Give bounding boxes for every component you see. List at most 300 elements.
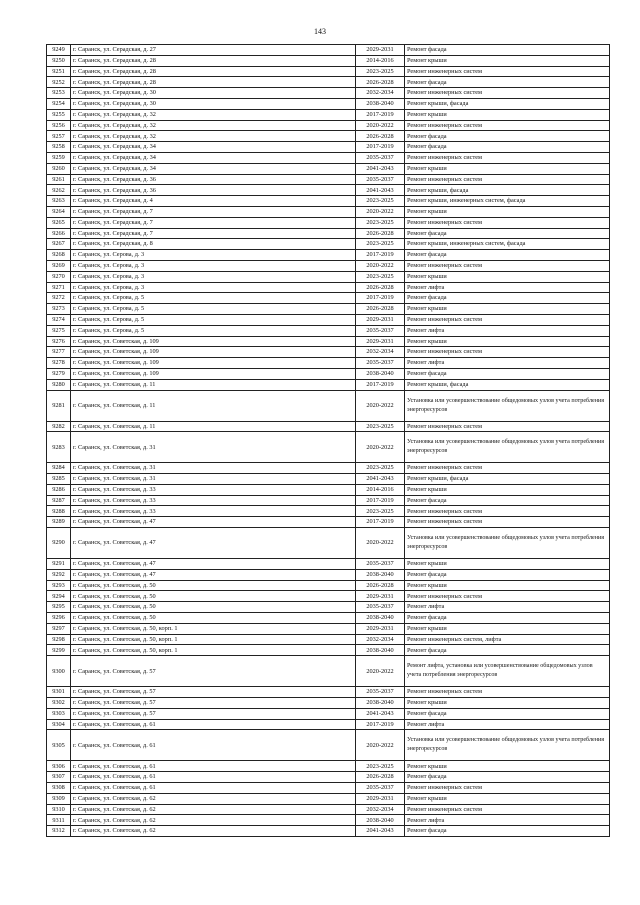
table-row xyxy=(47,591,610,602)
period-cell: 2035-2037 xyxy=(356,559,405,570)
table-row xyxy=(47,761,610,772)
work-type-cell: Ремонт фасада xyxy=(405,77,610,88)
period-cell: 2035-2037 xyxy=(356,687,405,698)
table-row xyxy=(47,793,610,804)
row-number: 9299 xyxy=(47,645,71,656)
table-row xyxy=(47,55,610,66)
address-cell: г. Саранск, ул. Серадская, д. 4 xyxy=(71,196,356,207)
table-row xyxy=(47,379,610,390)
table-row xyxy=(47,120,610,131)
period-cell: 2029-2031 xyxy=(356,45,405,56)
address-cell: г. Саранск, ул. Советская, д. 50 xyxy=(71,580,356,591)
address-cell: г. Саранск, ул. Советская, д. 62 xyxy=(71,815,356,826)
table-row xyxy=(47,260,610,271)
row-number: 9289 xyxy=(47,517,71,528)
table-row xyxy=(47,98,610,109)
work-type-cell: Установка или усовершенствование общедомовых узлов учета потребления энергоресурсов xyxy=(405,528,610,559)
address-cell: г. Саранск, ул. Советская, д. 50, корп. 1 xyxy=(71,623,356,634)
address-cell: г. Саранск, ул. Серова, д. 5 xyxy=(71,314,356,325)
table-row xyxy=(47,708,610,719)
table-row xyxy=(47,474,610,485)
address-cell: г. Саранск, ул. Серадская, д. 30 xyxy=(71,88,356,99)
period-cell: 2029-2031 xyxy=(356,336,405,347)
table-row xyxy=(47,730,610,761)
table-row xyxy=(47,66,610,77)
period-cell: 2032-2034 xyxy=(356,634,405,645)
work-type-cell: Ремонт крыши xyxy=(405,163,610,174)
table-row xyxy=(47,826,610,837)
work-type-cell: Ремонт фасада xyxy=(405,250,610,261)
table-row xyxy=(47,506,610,517)
period-cell: 2023-2025 xyxy=(356,421,405,432)
address-cell: г. Саранск, ул. Советская, д. 61 xyxy=(71,772,356,783)
row-number: 9264 xyxy=(47,206,71,217)
work-type-cell: Ремонт лифта xyxy=(405,325,610,336)
work-type-cell: Ремонт инженерных систем, лифта xyxy=(405,634,610,645)
table-row xyxy=(47,517,610,528)
work-type-cell: Ремонт крыши xyxy=(405,55,610,66)
table-row xyxy=(47,634,610,645)
row-number: 9272 xyxy=(47,293,71,304)
work-type-cell: Ремонт лифта xyxy=(405,815,610,826)
period-cell: 2023-2025 xyxy=(356,271,405,282)
table-row xyxy=(47,314,610,325)
address-cell: г. Саранск, ул. Серадская, д. 30 xyxy=(71,98,356,109)
work-type-cell: Ремонт крыши xyxy=(405,761,610,772)
address-cell: г. Саранск, ул. Советская, д. 62 xyxy=(71,793,356,804)
row-number: 9312 xyxy=(47,826,71,837)
period-cell: 2017-2019 xyxy=(356,379,405,390)
period-cell: 2020-2022 xyxy=(356,390,405,421)
row-number: 9257 xyxy=(47,131,71,142)
row-number: 9260 xyxy=(47,163,71,174)
period-cell: 2041-2043 xyxy=(356,708,405,719)
address-cell: г. Саранск, ул. Советская, д. 57 xyxy=(71,687,356,698)
row-number: 9263 xyxy=(47,196,71,207)
work-type-cell: Ремонт инженерных систем xyxy=(405,804,610,815)
work-type-cell: Ремонт инженерных систем xyxy=(405,687,610,698)
table-row xyxy=(47,390,610,421)
address-cell: г. Саранск, ул. Советская, д. 109 xyxy=(71,358,356,369)
row-number: 9304 xyxy=(47,719,71,730)
work-type-cell: Ремонт инженерных систем xyxy=(405,783,610,794)
row-number: 9300 xyxy=(47,656,71,687)
address-cell: г. Саранск, ул. Советская, д. 50 xyxy=(71,591,356,602)
table-row xyxy=(47,336,610,347)
row-number: 9296 xyxy=(47,613,71,624)
row-number: 9303 xyxy=(47,708,71,719)
address-cell: г. Саранск, ул. Серадская, д. 8 xyxy=(71,239,356,250)
period-cell: 2023-2025 xyxy=(356,217,405,228)
work-type-cell: Установка или усовершенствование общедомовых узлов учета потребления энергоресурсов xyxy=(405,432,610,463)
period-cell: 2038-2040 xyxy=(356,698,405,709)
row-number: 9280 xyxy=(47,379,71,390)
work-type-cell: Ремонт инженерных систем xyxy=(405,421,610,432)
address-cell: г. Саранск, ул. Серадская, д. 7 xyxy=(71,217,356,228)
address-cell: г. Саранск, ул. Советская, д. 61 xyxy=(71,783,356,794)
address-cell: г. Саранск, ул. Серадская, д. 32 xyxy=(71,109,356,120)
row-number: 9287 xyxy=(47,495,71,506)
address-cell: г. Саранск, ул. Советская, д. 50, корп. 1 xyxy=(71,645,356,656)
table-row xyxy=(47,142,610,153)
row-number: 9281 xyxy=(47,390,71,421)
row-number: 9271 xyxy=(47,282,71,293)
row-number: 9250 xyxy=(47,55,71,66)
period-cell: 2038-2040 xyxy=(356,368,405,379)
work-type-cell: Ремонт фасада xyxy=(405,708,610,719)
period-cell: 2032-2034 xyxy=(356,347,405,358)
work-type-cell: Ремонт крыши, инженерных систем, фасада xyxy=(405,239,610,250)
row-number: 9278 xyxy=(47,358,71,369)
address-cell: г. Саранск, ул. Советская, д. 47 xyxy=(71,517,356,528)
period-cell: 2026-2028 xyxy=(356,131,405,142)
table-row xyxy=(47,613,610,624)
period-cell: 2017-2019 xyxy=(356,719,405,730)
work-type-cell: Ремонт крыши xyxy=(405,484,610,495)
work-type-cell: Ремонт крыши xyxy=(405,623,610,634)
row-number: 9308 xyxy=(47,783,71,794)
period-cell: 2023-2025 xyxy=(356,761,405,772)
row-number: 9274 xyxy=(47,314,71,325)
address-cell: г. Саранск, ул. Серадская, д. 7 xyxy=(71,206,356,217)
address-cell: г. Саранск, ул. Советская, д. 31 xyxy=(71,474,356,485)
work-type-cell: Ремонт лифта xyxy=(405,282,610,293)
row-number: 9302 xyxy=(47,698,71,709)
address-cell: г. Саранск, ул. Серадская, д. 34 xyxy=(71,152,356,163)
period-cell: 2041-2043 xyxy=(356,163,405,174)
table-row xyxy=(47,623,610,634)
period-cell: 2032-2034 xyxy=(356,88,405,99)
row-number: 9279 xyxy=(47,368,71,379)
address-cell: г. Саранск, ул. Советская, д. 50, корп. 1 xyxy=(71,634,356,645)
row-number: 9290 xyxy=(47,528,71,559)
table-row xyxy=(47,358,610,369)
work-type-cell: Ремонт инженерных систем xyxy=(405,314,610,325)
table-row xyxy=(47,645,610,656)
period-cell: 2020-2022 xyxy=(356,260,405,271)
row-number: 9311 xyxy=(47,815,71,826)
work-type-cell: Ремонт инженерных систем xyxy=(405,506,610,517)
period-cell: 2038-2040 xyxy=(356,613,405,624)
address-cell: г. Саранск, ул. Советская, д. 47 xyxy=(71,559,356,570)
row-number: 9284 xyxy=(47,463,71,474)
period-cell: 2041-2043 xyxy=(356,185,405,196)
period-cell: 2026-2028 xyxy=(356,228,405,239)
period-cell: 2029-2031 xyxy=(356,793,405,804)
work-type-cell: Ремонт крыши, фасада xyxy=(405,379,610,390)
row-number: 9294 xyxy=(47,591,71,602)
address-cell: г. Саранск, ул. Серадская, д. 34 xyxy=(71,142,356,153)
work-type-cell: Ремонт инженерных систем xyxy=(405,88,610,99)
address-cell: г. Саранск, ул. Советская, д. 109 xyxy=(71,336,356,347)
row-number: 9288 xyxy=(47,506,71,517)
table-row xyxy=(47,174,610,185)
work-type-cell: Ремонт фасада xyxy=(405,772,610,783)
row-number: 9267 xyxy=(47,239,71,250)
address-cell: г. Саранск, ул. Советская, д. 62 xyxy=(71,804,356,815)
work-type-cell: Установка или усовершенствование общедомовых узлов учета потребления энергоресурсов xyxy=(405,730,610,761)
work-type-cell: Ремонт фасада xyxy=(405,228,610,239)
address-cell: г. Саранск, ул. Серова, д. 3 xyxy=(71,282,356,293)
work-type-cell: Ремонт крыши xyxy=(405,793,610,804)
address-cell: г. Саранск, ул. Серова, д. 5 xyxy=(71,325,356,336)
row-number: 9283 xyxy=(47,432,71,463)
address-cell: г. Саранск, ул. Серадская, д. 27 xyxy=(71,45,356,56)
table-row xyxy=(47,217,610,228)
period-cell: 2035-2037 xyxy=(356,152,405,163)
address-cell: г. Саранск, ул. Советская, д. 11 xyxy=(71,390,356,421)
address-cell: г. Саранск, ул. Советская, д. 61 xyxy=(71,719,356,730)
address-cell: г. Саранск, ул. Советская, д. 11 xyxy=(71,421,356,432)
address-cell: г. Саранск, ул. Серова, д. 3 xyxy=(71,250,356,261)
table-row xyxy=(47,602,610,613)
table-row xyxy=(47,580,610,591)
table-row xyxy=(47,783,610,794)
period-cell: 2017-2019 xyxy=(356,109,405,120)
address-cell: г. Саранск, ул. Советская, д. 31 xyxy=(71,432,356,463)
row-number: 9268 xyxy=(47,250,71,261)
row-number: 9256 xyxy=(47,120,71,131)
work-type-cell: Установка или усовершенствование общедомовых узлов учета потребления энергоресурсов xyxy=(405,390,610,421)
work-type-cell: Ремонт инженерных систем xyxy=(405,66,610,77)
period-cell: 2041-2043 xyxy=(356,474,405,485)
period-cell: 2014-2016 xyxy=(356,484,405,495)
row-number: 9293 xyxy=(47,580,71,591)
address-cell: г. Саранск, ул. Серадская, д. 28 xyxy=(71,55,356,66)
work-type-cell: Ремонт фасада xyxy=(405,569,610,580)
work-type-cell: Ремонт крыши xyxy=(405,698,610,709)
address-cell: г. Саранск, ул. Советская, д. 50 xyxy=(71,602,356,613)
work-type-cell: Ремонт крыши xyxy=(405,559,610,570)
work-type-cell: Ремонт инженерных систем xyxy=(405,174,610,185)
row-number: 9265 xyxy=(47,217,71,228)
table-row xyxy=(47,368,610,379)
table-row xyxy=(47,528,610,559)
row-number: 9277 xyxy=(47,347,71,358)
work-type-cell: Ремонт лифта xyxy=(405,719,610,730)
table-row xyxy=(47,325,610,336)
row-number: 9305 xyxy=(47,730,71,761)
table-row xyxy=(47,484,610,495)
work-type-cell: Ремонт фасада xyxy=(405,645,610,656)
row-number: 9295 xyxy=(47,602,71,613)
period-cell: 2029-2031 xyxy=(356,591,405,602)
address-cell: г. Саранск, ул. Советская, д. 33 xyxy=(71,506,356,517)
table-row xyxy=(47,656,610,687)
address-cell: г. Саранск, ул. Советская, д. 33 xyxy=(71,484,356,495)
table-row xyxy=(47,293,610,304)
row-number: 9298 xyxy=(47,634,71,645)
period-cell: 2020-2022 xyxy=(356,432,405,463)
work-type-cell: Ремонт крыши xyxy=(405,109,610,120)
address-cell: г. Саранск, ул. Серова, д. 5 xyxy=(71,293,356,304)
table-row xyxy=(47,109,610,120)
address-cell: г. Саранск, ул. Серадская, д. 36 xyxy=(71,174,356,185)
table-row xyxy=(47,185,610,196)
address-cell: г. Саранск, ул. Серова, д. 3 xyxy=(71,260,356,271)
table-row xyxy=(47,131,610,142)
work-type-cell: Ремонт фасада xyxy=(405,368,610,379)
row-number: 9285 xyxy=(47,474,71,485)
address-cell: г. Саранск, ул. Серадская, д. 36 xyxy=(71,185,356,196)
period-cell: 2038-2040 xyxy=(356,569,405,580)
table-row xyxy=(47,495,610,506)
row-number: 9254 xyxy=(47,98,71,109)
address-cell: г. Саранск, ул. Советская, д. 57 xyxy=(71,656,356,687)
address-cell: г. Саранск, ул. Советская, д. 109 xyxy=(71,368,356,379)
work-type-cell: Ремонт крыши xyxy=(405,271,610,282)
period-cell: 2026-2028 xyxy=(356,304,405,315)
work-type-cell: Ремонт крыши, фасада xyxy=(405,98,610,109)
table-row xyxy=(47,772,610,783)
period-cell: 2035-2037 xyxy=(356,174,405,185)
row-number: 9275 xyxy=(47,325,71,336)
period-cell: 2023-2025 xyxy=(356,66,405,77)
period-cell: 2023-2025 xyxy=(356,506,405,517)
work-type-cell: Ремонт фасада xyxy=(405,45,610,56)
table-row xyxy=(47,163,610,174)
table-row xyxy=(47,569,610,580)
table-row xyxy=(47,347,610,358)
work-type-cell: Ремонт инженерных систем xyxy=(405,217,610,228)
table-row xyxy=(47,77,610,88)
period-cell: 2017-2019 xyxy=(356,495,405,506)
period-cell: 2020-2022 xyxy=(356,528,405,559)
table-row xyxy=(47,304,610,315)
table-row xyxy=(47,206,610,217)
work-type-cell: Ремонт фасада xyxy=(405,131,610,142)
address-cell: г. Саранск, ул. Советская, д. 33 xyxy=(71,495,356,506)
work-type-cell: Ремонт крыши, фасада xyxy=(405,474,610,485)
table-row xyxy=(47,432,610,463)
row-number: 9259 xyxy=(47,152,71,163)
table-row xyxy=(47,698,610,709)
table-row xyxy=(47,228,610,239)
period-cell: 2032-2034 xyxy=(356,804,405,815)
row-number: 9266 xyxy=(47,228,71,239)
table-row xyxy=(47,250,610,261)
work-type-cell: Ремонт крыши xyxy=(405,206,610,217)
period-cell: 2026-2028 xyxy=(356,772,405,783)
period-cell: 2017-2019 xyxy=(356,250,405,261)
period-cell: 2026-2028 xyxy=(356,580,405,591)
address-cell: г. Саранск, ул. Советская, д. 57 xyxy=(71,698,356,709)
table-row xyxy=(47,45,610,56)
period-cell: 2041-2043 xyxy=(356,826,405,837)
period-cell: 2023-2025 xyxy=(356,463,405,474)
period-cell: 2029-2031 xyxy=(356,623,405,634)
period-cell: 2035-2037 xyxy=(356,325,405,336)
table-row xyxy=(47,282,610,293)
period-cell: 2023-2025 xyxy=(356,239,405,250)
period-cell: 2017-2019 xyxy=(356,517,405,528)
row-number: 9306 xyxy=(47,761,71,772)
work-type-cell: Ремонт крыши, фасада xyxy=(405,185,610,196)
table-row xyxy=(47,687,610,698)
table-row xyxy=(47,88,610,99)
period-cell: 2026-2028 xyxy=(356,77,405,88)
work-type-cell: Ремонт фасада xyxy=(405,495,610,506)
period-cell: 2020-2022 xyxy=(356,656,405,687)
address-cell: г. Саранск, ул. Серова, д. 5 xyxy=(71,304,356,315)
row-number: 9310 xyxy=(47,804,71,815)
row-number: 9252 xyxy=(47,77,71,88)
row-number: 9251 xyxy=(47,66,71,77)
table-row xyxy=(47,804,610,815)
period-cell: 2035-2037 xyxy=(356,602,405,613)
work-type-cell: Ремонт инженерных систем xyxy=(405,260,610,271)
address-cell: г. Саранск, ул. Серадская, д. 28 xyxy=(71,77,356,88)
period-cell: 2026-2028 xyxy=(356,282,405,293)
address-cell: г. Саранск, ул. Советская, д. 62 xyxy=(71,826,356,837)
row-number: 9301 xyxy=(47,687,71,698)
row-number: 9249 xyxy=(47,45,71,56)
address-cell: г. Саранск, ул. Советская, д. 57 xyxy=(71,708,356,719)
period-cell: 2023-2025 xyxy=(356,196,405,207)
row-number: 9292 xyxy=(47,569,71,580)
row-number: 9253 xyxy=(47,88,71,99)
row-number: 9282 xyxy=(47,421,71,432)
period-cell: 2038-2040 xyxy=(356,815,405,826)
work-type-cell: Ремонт фасада xyxy=(405,293,610,304)
row-number: 9309 xyxy=(47,793,71,804)
table-body xyxy=(47,45,610,837)
address-cell: г. Саранск, ул. Серадская, д. 28 xyxy=(71,66,356,77)
address-cell: г. Саранск, ул. Серадская, д. 32 xyxy=(71,120,356,131)
period-cell: 2020-2022 xyxy=(356,120,405,131)
address-cell: г. Саранск, ул. Советская, д. 61 xyxy=(71,730,356,761)
work-type-cell: Ремонт инженерных систем xyxy=(405,152,610,163)
work-type-cell: Ремонт фасада xyxy=(405,142,610,153)
work-type-cell: Ремонт лифта xyxy=(405,602,610,613)
address-cell: г. Саранск, ул. Советская, д. 109 xyxy=(71,347,356,358)
period-cell: 2038-2040 xyxy=(356,98,405,109)
row-number: 9276 xyxy=(47,336,71,347)
period-cell: 2020-2022 xyxy=(356,730,405,761)
address-cell: г. Саранск, ул. Советская, д. 47 xyxy=(71,569,356,580)
period-cell: 2035-2037 xyxy=(356,783,405,794)
table-row xyxy=(47,271,610,282)
table-row xyxy=(47,463,610,474)
table-row xyxy=(47,815,610,826)
table-row xyxy=(47,239,610,250)
row-number: 9258 xyxy=(47,142,71,153)
period-cell: 2035-2037 xyxy=(356,358,405,369)
work-type-cell: Ремонт крыши, инженерных систем, фасада xyxy=(405,196,610,207)
page-number: 143 xyxy=(314,27,326,36)
address-cell: г. Саранск, ул. Советская, д. 31 xyxy=(71,463,356,474)
table-row xyxy=(47,421,610,432)
period-cell: 2029-2031 xyxy=(356,314,405,325)
table-row xyxy=(47,719,610,730)
work-type-cell: Ремонт лифта, установка или усовершенствование общедомовых узлов учета потребления энергоресурсов xyxy=(405,656,610,687)
address-cell: г. Саранск, ул. Советская, д. 50 xyxy=(71,613,356,624)
work-type-cell: Ремонт инженерных систем xyxy=(405,120,610,131)
work-type-cell: Ремонт крыши xyxy=(405,336,610,347)
table-row xyxy=(47,152,610,163)
row-number: 9262 xyxy=(47,185,71,196)
row-number: 9297 xyxy=(47,623,71,634)
address-cell: г. Саранск, ул. Серадская, д. 32 xyxy=(71,131,356,142)
period-cell: 2017-2019 xyxy=(356,293,405,304)
work-type-cell: Ремонт фасада xyxy=(405,613,610,624)
address-cell: г. Саранск, ул. Серадская, д. 34 xyxy=(71,163,356,174)
period-cell: 2017-2019 xyxy=(356,142,405,153)
address-cell: г. Саранск, ул. Серова, д. 3 xyxy=(71,271,356,282)
address-cell: г. Саранск, ул. Советская, д. 47 xyxy=(71,528,356,559)
work-type-cell: Ремонт инженерных систем xyxy=(405,347,610,358)
work-type-cell: Ремонт крыши xyxy=(405,580,610,591)
